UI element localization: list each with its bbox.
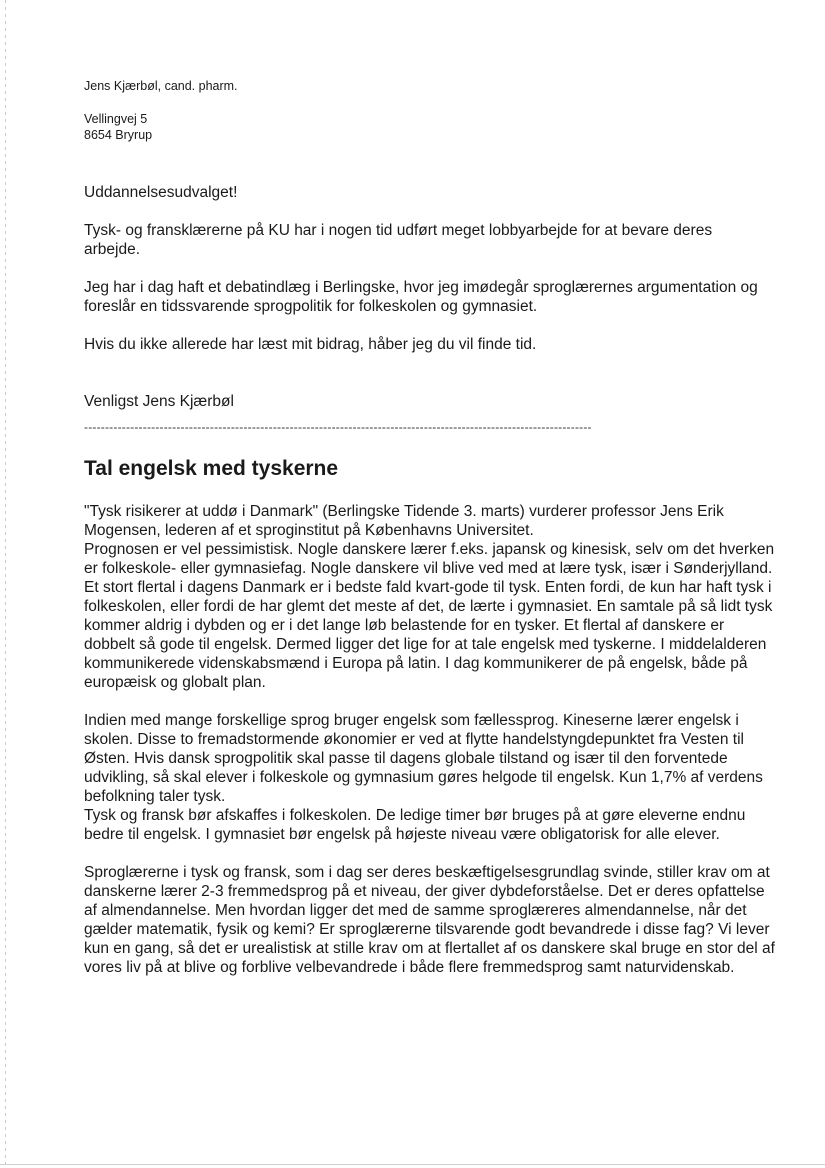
article-body [84, 502, 779, 977]
letter-paragraph: Hvis du ikke allerede har læst mit bidrag, håber jeg du vil finde tid. [84, 336, 537, 353]
sender-address [84, 111, 152, 143]
letter-paragraph: Tysk- og fransklærerne på KU har i nogen tid udført meget lobbyarbejde for at bevare deres arbejde. [84, 222, 713, 258]
article-paragraph: Prognosen er vel pessimistisk. Nogle danskere lærer f.eks. japansk og kinesisk, selv om det hverken er folkeskole- eller gymnasiefag. Nogle danskere vil blive ved med at lære tysk, især i Sønderjylland. [84, 541, 775, 577]
dashed-divider: ------------------------------------------------------------------------------------------------------------------------- [84, 420, 592, 434]
scan-bottom-edge [0, 1164, 825, 1165]
address-street: Vellingvej 5 [84, 112, 148, 126]
article-paragraph: Tysk og fransk bør afskaffes i folkeskolen. De ledige timer bør bruges på at gøre eleverne endnu bedre til engelsk. I gymnasiet bør engelsk på højeste niveau være obligatorisk for alle elever. [84, 807, 746, 843]
sender-name: Jens Kjærbøl, cand. pharm. [84, 79, 238, 93]
article-paragraph: "Tysk risikerer at uddø i Danmark" (Berlingske Tidende 3. marts) vurderer professor Jens Erik Mogensen, lederen af et sproginstitut på Københavns Universitet. [84, 503, 724, 539]
article-paragraph: Indien med mange forskellige sprog bruger engelsk som fællessprog. Kineserne lærer engelsk i skolen. Disse to fremadstormende økonomier er ved at flytte handelstyngdepunktet fra Vesten til Østen. Hvis dansk sprogpolitik skal passe til dagens globale tilstand og især til den forventede udvikling, så skal elever i folkeskole og gymnasium gøres helgode til engelsk. Kun 1,7% af verdens befolkning taler tysk. [84, 712, 763, 805]
letter-salutation: Uddannelsesudvalget! [84, 184, 238, 201]
article-title: Tal engelsk med tyskerne [84, 457, 339, 480]
letter-signoff: Venligst Jens Kjærbøl [84, 393, 234, 410]
address-city: 8654 Bryrup [84, 128, 153, 142]
article-paragraph: Et stort flertal i dagens Danmark er i bedste fald kvart-gode til tysk. Enten fordi, de kun har haft tysk i folkeskolen, eller fordi de har glemt det meste af det, de lærte i gymnasiet. En samtale på så lidt tysk kommer aldrig i dybden og er i det lange løb belastende for en tysker. Et flertal af danskere er dobbelt så gode til engelsk. Dermed ligger det lige for at tale engelsk med tyskerne. I middelalderen kommunikerede videnskabsmænd i Europa på latin. I dag kommunikerer de på engelsk, både på europæisk og globalt plan. [84, 579, 773, 691]
scan-edge [5, 0, 6, 1168]
cover-letter [84, 183, 764, 411]
letter-paragraph: Jeg har i dag haft et debatindlæg i Berlingske, hvor jeg imødegår sproglærernes argumentation og foreslår en tidssvarende sprogpolitik for folkeskolen og gymnasiet. [84, 279, 758, 315]
article-paragraph: Sproglærerne i tysk og fransk, som i dag ser deres beskæftigelsesgrundlag svinde, stiller krav om at danskerne lærer 2-3 fremmedsprog på et niveau, der giver dybdeforståelse. Det er deres opfattelse af almendannelse. Men hvordan ligger det med de samme sproglæreres almendannelse, når det gælder matematik, fysik og kemi? Er sproglærerne tilsvarende godt bevandrede i disse fag? Vi lever kun en gang, så det er urealistisk at stille krav om at flertallet af os danskere skal bruge en stor del af vores liv på at blive og forblive velbevandrede i både flere fremmedsprog samt naturvidenskab. [84, 864, 775, 976]
